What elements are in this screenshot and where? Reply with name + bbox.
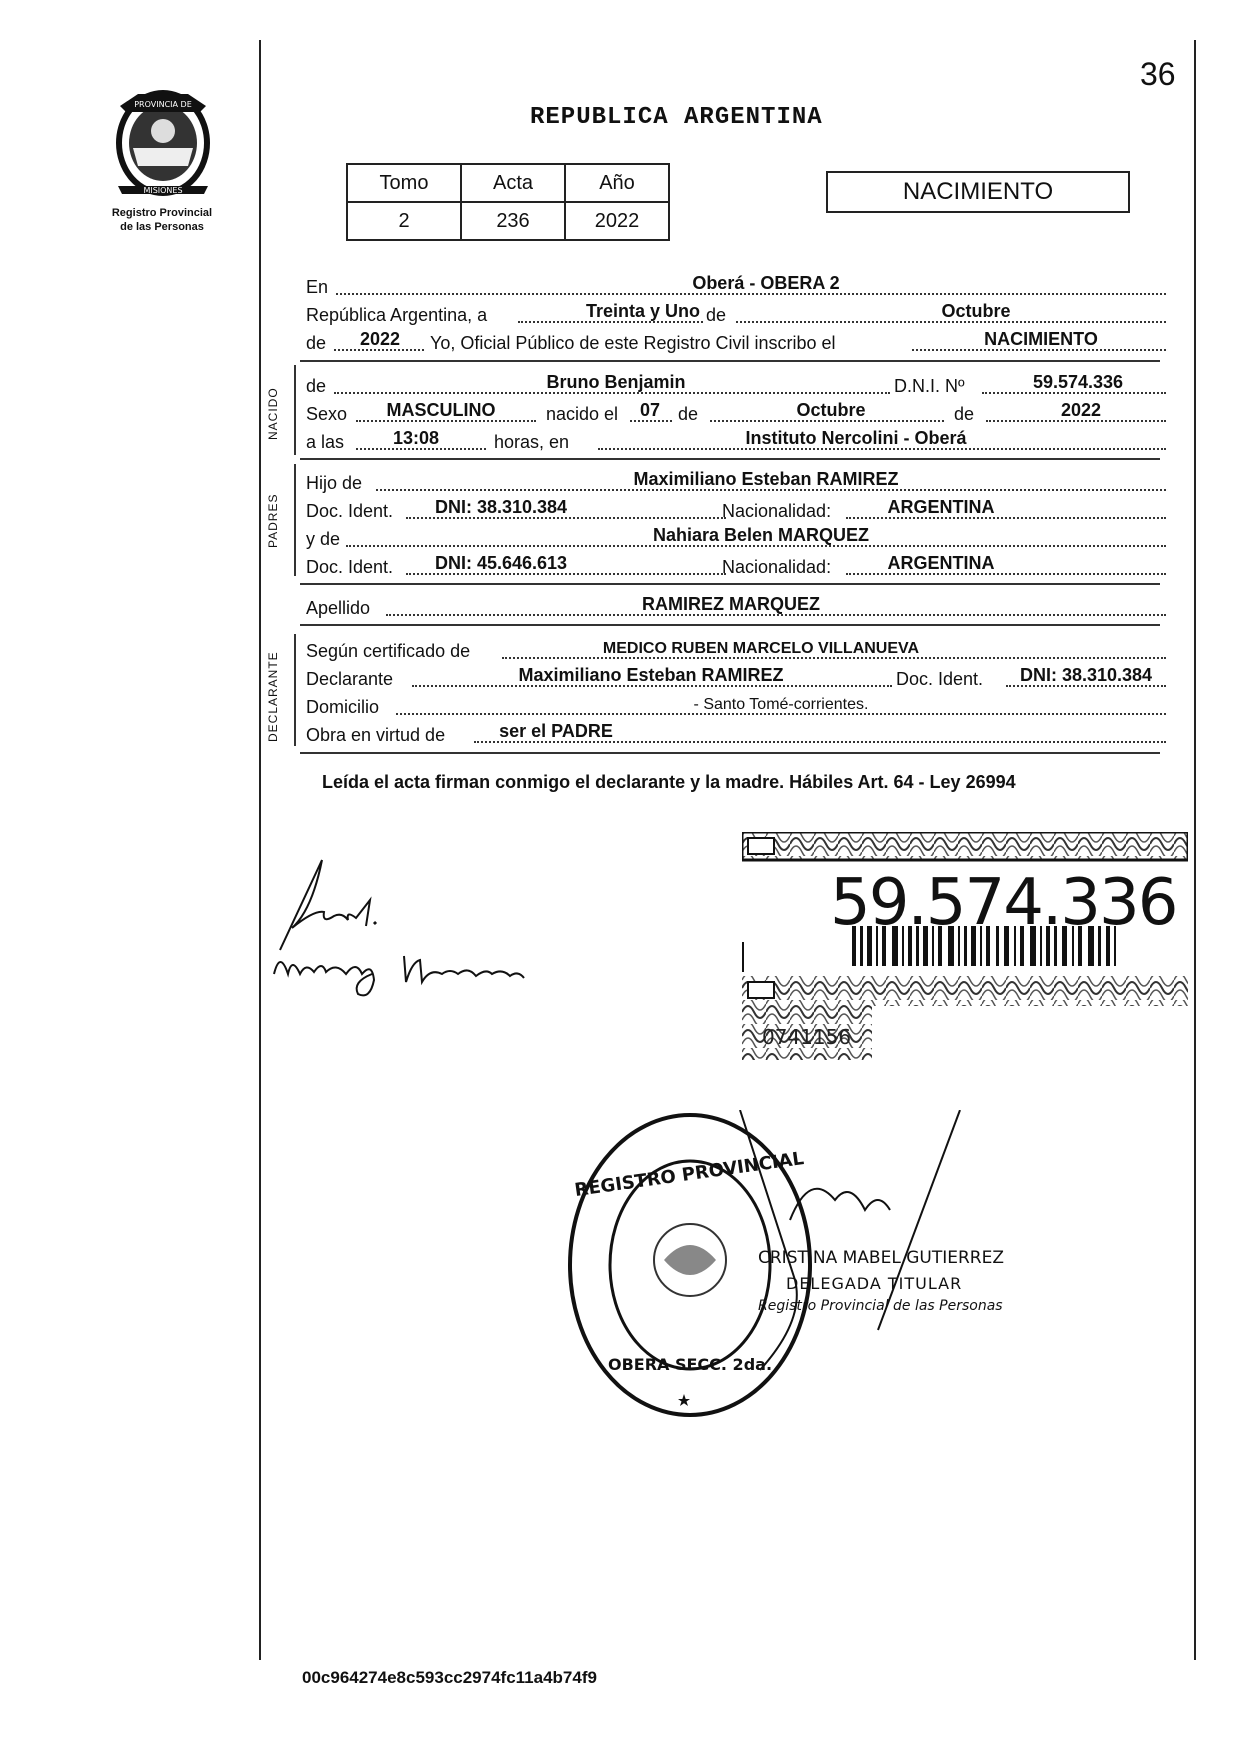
svg-text:REGISTRO PROVINCIAL: REGISTRO PROVINCIAL xyxy=(573,1148,806,1202)
left-margin-line xyxy=(259,40,261,1660)
section-padres: PADRES xyxy=(266,493,280,548)
row-apellido: Apellido RAMIREZ MARQUEZ xyxy=(306,591,1166,621)
section-nacido: NACIDO xyxy=(266,387,280,440)
record-type-box: NACIMIENTO xyxy=(826,171,1130,213)
svg-text:0741156: 0741156 xyxy=(762,1025,852,1049)
father-name: Maximiliano Esteban RAMIREZ xyxy=(633,469,899,489)
barcode-number: 59.574.336 xyxy=(830,866,1177,940)
mother-name: Nahiara Belen MARQUEZ xyxy=(652,525,870,545)
svg-text:MISIONES: MISIONES xyxy=(143,186,183,195)
header-acta: Acta xyxy=(461,164,565,202)
value-tomo: 2 xyxy=(347,202,461,240)
signature-icon xyxy=(262,850,552,1010)
svg-text:OBERA SECC. 2da.: OBERA SECC. 2da. xyxy=(607,1355,773,1374)
row-declarante: Declarante Maximiliano Esteban RAMIREZ Doc. Ident. DNI: 38.310.384 xyxy=(306,662,1166,692)
page-number: 36 xyxy=(1140,56,1176,92)
value-acta: 236 xyxy=(461,202,565,240)
official-org: Registro Provincial de las Personas xyxy=(758,1298,1003,1314)
child-dni: 59.574.336 xyxy=(1032,372,1124,392)
row-nombre: de Bruno Benjamin D.N.I. Nº 59.574.336 xyxy=(306,369,1166,399)
value-anio: 2022 xyxy=(565,202,669,240)
registry-caption: Registro Provincial de las Personas xyxy=(111,207,213,233)
row-fecha: República Argentina, a Treinta y Uno de Octubre xyxy=(306,298,1166,328)
place-value: Oberá - OBERA 2 xyxy=(692,273,840,293)
header-anio: Año xyxy=(565,164,669,202)
row-doc-padre: Doc. Ident. DNI: 38.310.384 Nacionalidad: ARGENTINA xyxy=(306,494,1166,524)
svg-text:PROVINCIA DE: PROVINCIA DE xyxy=(134,100,192,109)
row-padre: Hijo de Maximiliano Esteban RAMIREZ xyxy=(306,466,1166,496)
record-table xyxy=(346,163,670,241)
row-certificado: Según certificado de MEDICO RUBEN MARCELO VILLANUEVA xyxy=(306,634,1166,664)
page-title: REPUBLICA ARGENTINA xyxy=(530,104,823,131)
row-sexo: Sexo MASCULINO nacido el 07 de Octubre de 2022 xyxy=(306,397,1166,427)
document-hash: 00c964274e8c593cc2974fc11a4b74f9 xyxy=(302,1668,597,1687)
registry-logo-icon xyxy=(108,86,218,200)
surname: RAMIREZ MARQUEZ xyxy=(642,594,820,614)
section-declarante: DECLARANTE xyxy=(266,651,280,742)
row-madre: y de Nahiara Belen MARQUEZ xyxy=(306,522,1166,552)
right-margin-line xyxy=(1194,40,1196,1660)
row-en: En Oberá - OBERA 2 xyxy=(306,270,1166,300)
legal-note: Leída el acta firman conmigo el declarante y la madre. Hábiles Art. 64 - Ley 26994 xyxy=(322,772,1016,792)
row-inscribe: de 2022 Yo, Oficial Público de este Registro Civil inscribo el NACIMIENTO xyxy=(306,326,1166,356)
official-role: DELEGADA TITULAR xyxy=(786,1274,963,1293)
child-name: Bruno Benjamin xyxy=(546,372,686,392)
row-doc-madre: Doc. Ident. DNI: 45.646.613 Nacionalidad: ARGENTINA xyxy=(306,550,1166,580)
official-name: CRISTINA MABEL GUTIERREZ xyxy=(758,1248,1004,1268)
header-tomo: Tomo xyxy=(347,164,461,202)
row-obra: Obra en virtud de ser el PADRE xyxy=(306,718,1166,748)
row-domicilio: Domicilio - Santo Tomé-corrientes. xyxy=(306,690,1166,720)
row-hora: a las 13:08 horas, en Instituto Nercolini - Oberá xyxy=(306,425,1166,455)
